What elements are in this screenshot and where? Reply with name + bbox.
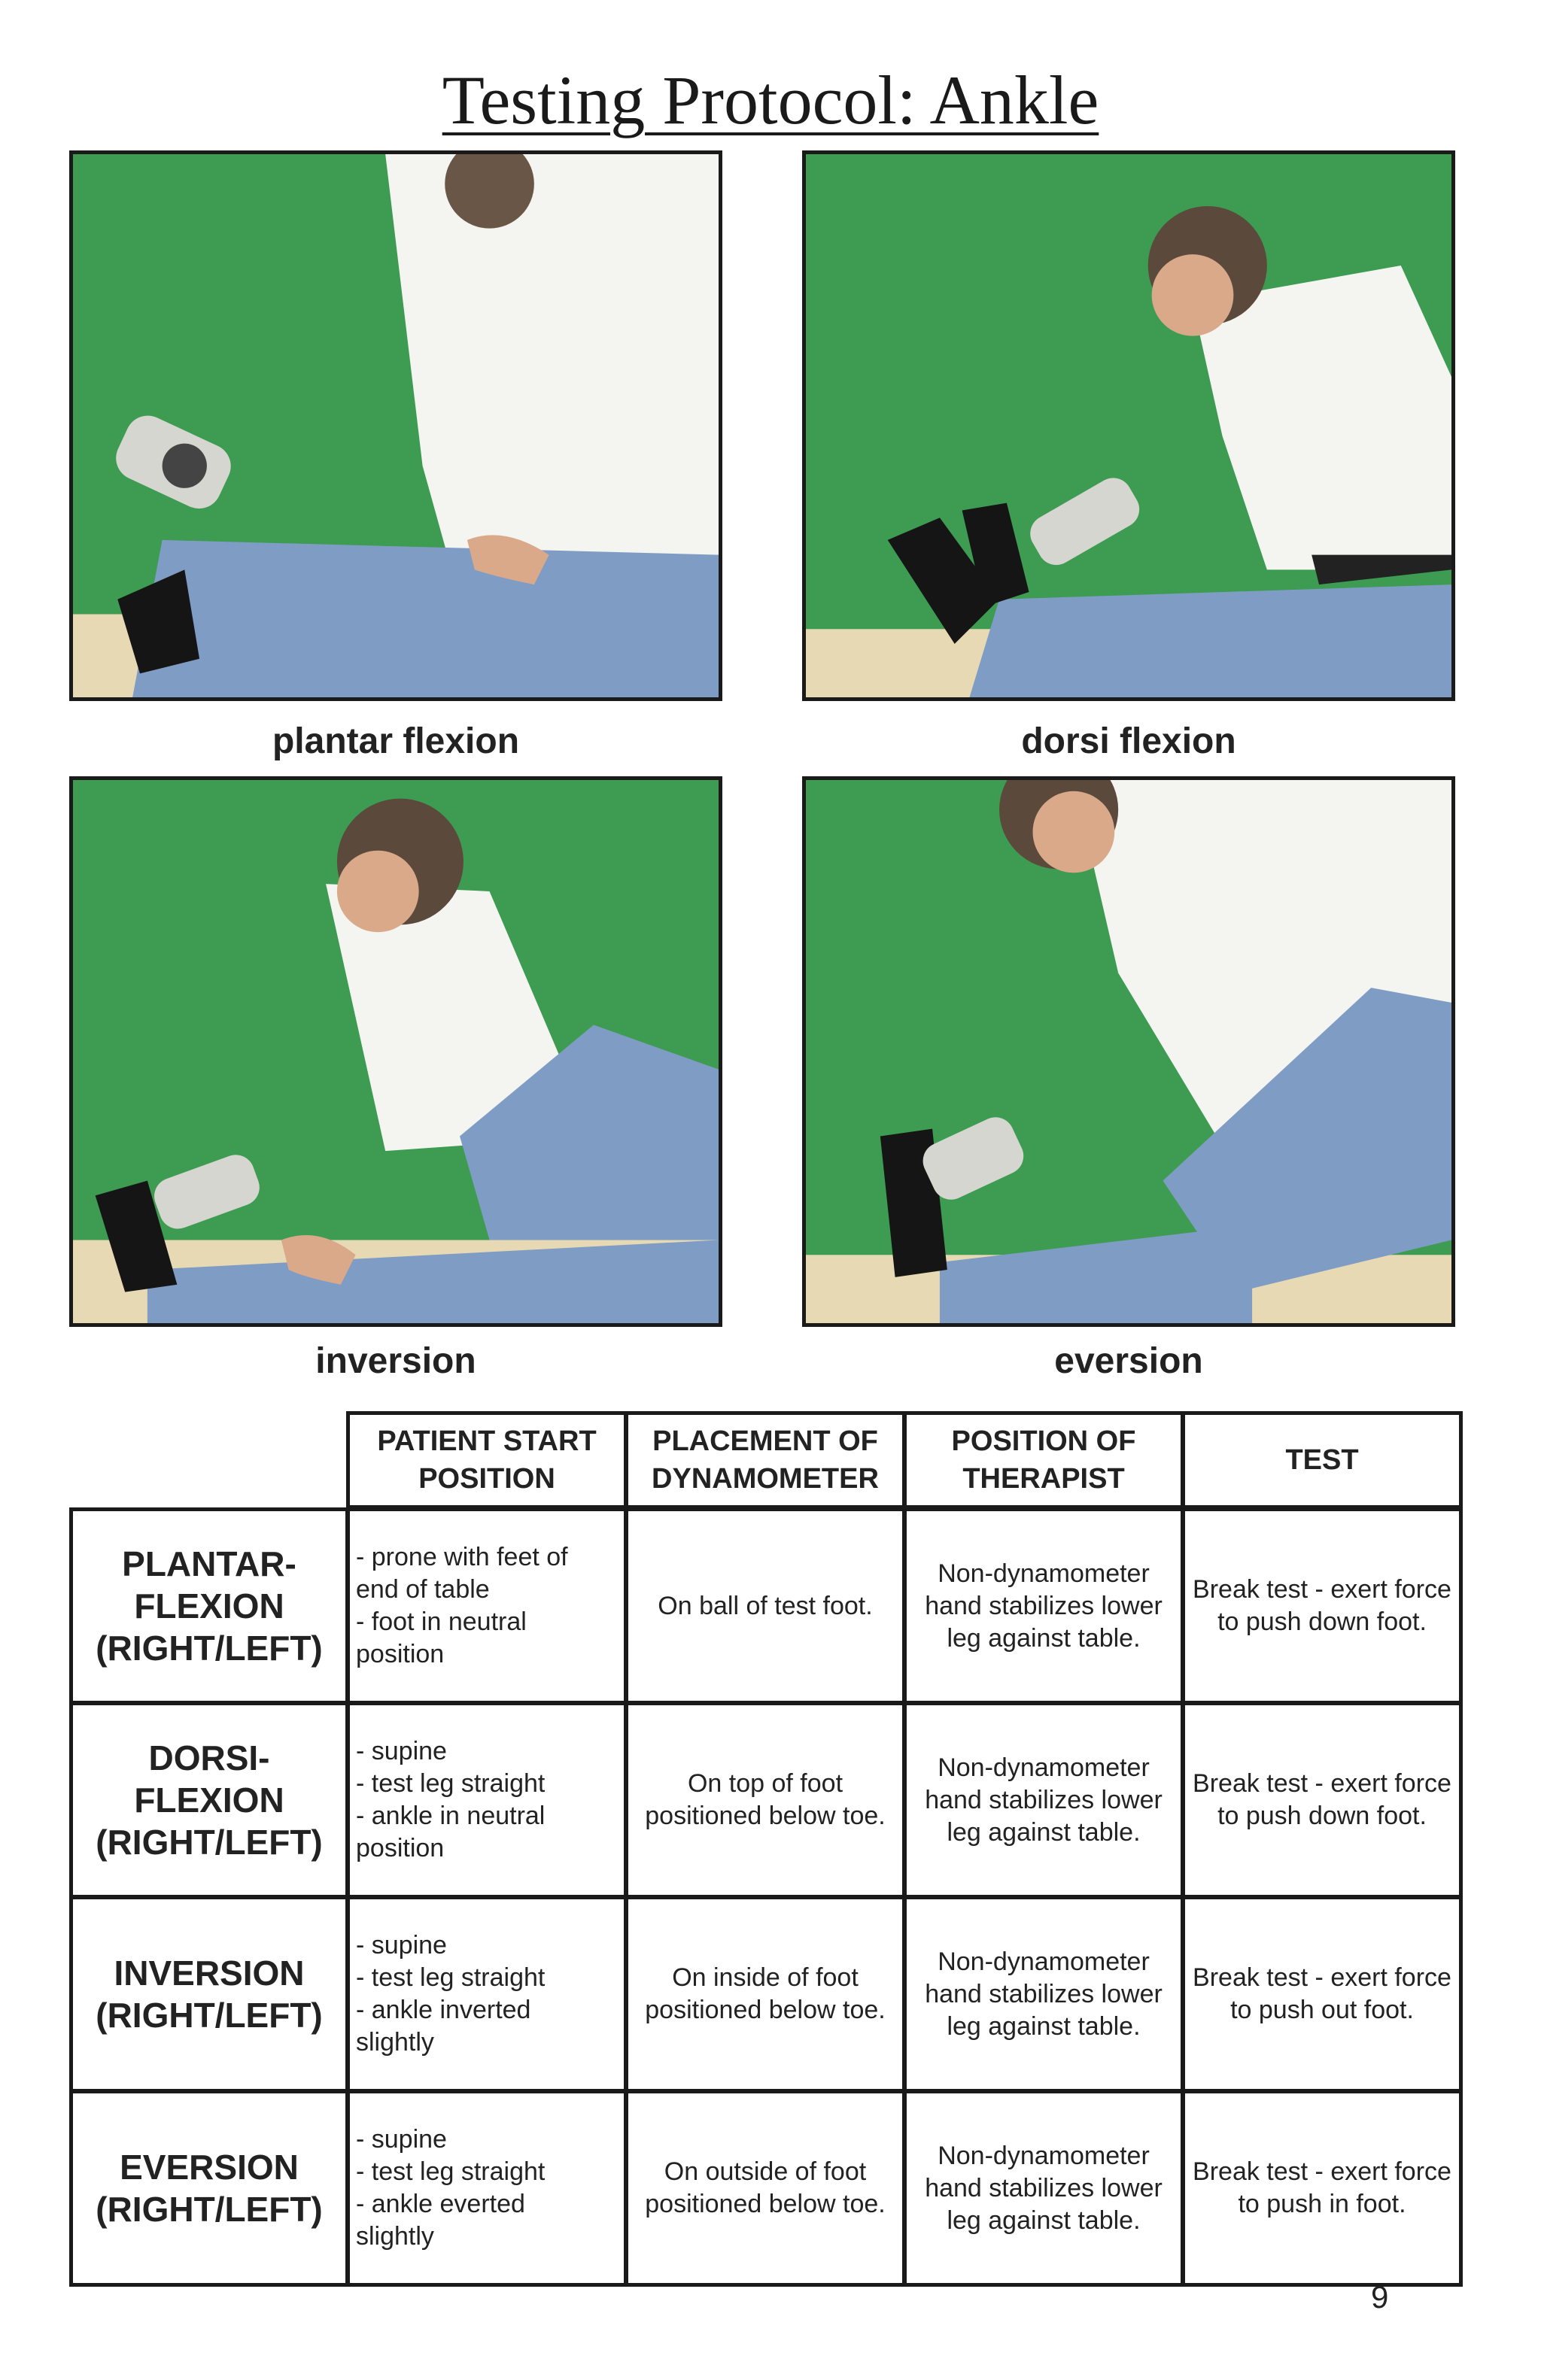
column-header: POSITION OF THERAPIST <box>903 1411 1184 1509</box>
table-cell-start-position: - supine - test leg straight - ankle everted slightly <box>346 2090 628 2287</box>
row-label: EVERSION (RIGHT/LEFT) <box>69 2090 349 2287</box>
table-cell-start-position: - supine - test leg straight - ankle inverted slightly <box>346 1896 628 2093</box>
table-cell-placement: On ball of test foot. <box>625 1507 906 1705</box>
table-cell-start-position: - supine - test leg straight - ankle in neutral position <box>346 1702 628 1899</box>
table-cell-placement: On inside of foot positioned below toe. <box>625 1896 906 2093</box>
table-cell-therapist: Non-dynamometer hand stabilizes lower leg against table. <box>903 1896 1184 2093</box>
photo-inversion <box>69 776 722 1327</box>
table-cell-therapist: Non-dynamometer hand stabilizes lower leg against table. <box>903 1507 1184 1705</box>
table-cell-placement: On outside of foot positioned below toe. <box>625 2090 906 2287</box>
row-label: DORSI- FLEXION (RIGHT/LEFT) <box>69 1702 349 1899</box>
photo-caption: eversion <box>1054 1341 1203 1381</box>
column-header: PATIENT START POSITION <box>346 1411 628 1509</box>
photo-caption: dorsi flexion <box>1021 721 1236 761</box>
table-cell-placement: On top of foot positioned below toe. <box>625 1702 906 1899</box>
page-number: 9 <box>1371 2279 1389 2315</box>
page-title: Testing Protocol: Ankle <box>442 62 1099 138</box>
photo-eversion <box>802 776 1455 1327</box>
photo-caption: inversion <box>315 1341 476 1381</box>
row-label: INVERSION (RIGHT/LEFT) <box>69 1896 349 2093</box>
column-header: PLACEMENT OF DYNAMOMETER <box>625 1411 906 1509</box>
table-cell-therapist: Non-dynamometer hand stabilizes lower leg against table. <box>903 2090 1184 2287</box>
table-cell-start-position: - prone with feet of end of table - foot in neutral position <box>346 1507 628 1705</box>
column-header: TEST <box>1181 1411 1463 1509</box>
table-cell-test: Break test - exert force to push down foot. <box>1181 1702 1463 1899</box>
photo-plantar-flexion <box>69 150 722 701</box>
row-label: PLANTAR- FLEXION (RIGHT/LEFT) <box>69 1507 349 1705</box>
table-cell-test: Break test - exert force to push down foot. <box>1181 1507 1463 1705</box>
table-cell-test: Break test - exert force to push out foot. <box>1181 1896 1463 2093</box>
photo-dorsi-flexion <box>802 150 1455 701</box>
table-cell-test: Break test - exert force to push in foot. <box>1181 2090 1463 2287</box>
photo-caption: plantar flexion <box>272 721 520 761</box>
table-cell-therapist: Non-dynamometer hand stabilizes lower leg against table. <box>903 1702 1184 1899</box>
